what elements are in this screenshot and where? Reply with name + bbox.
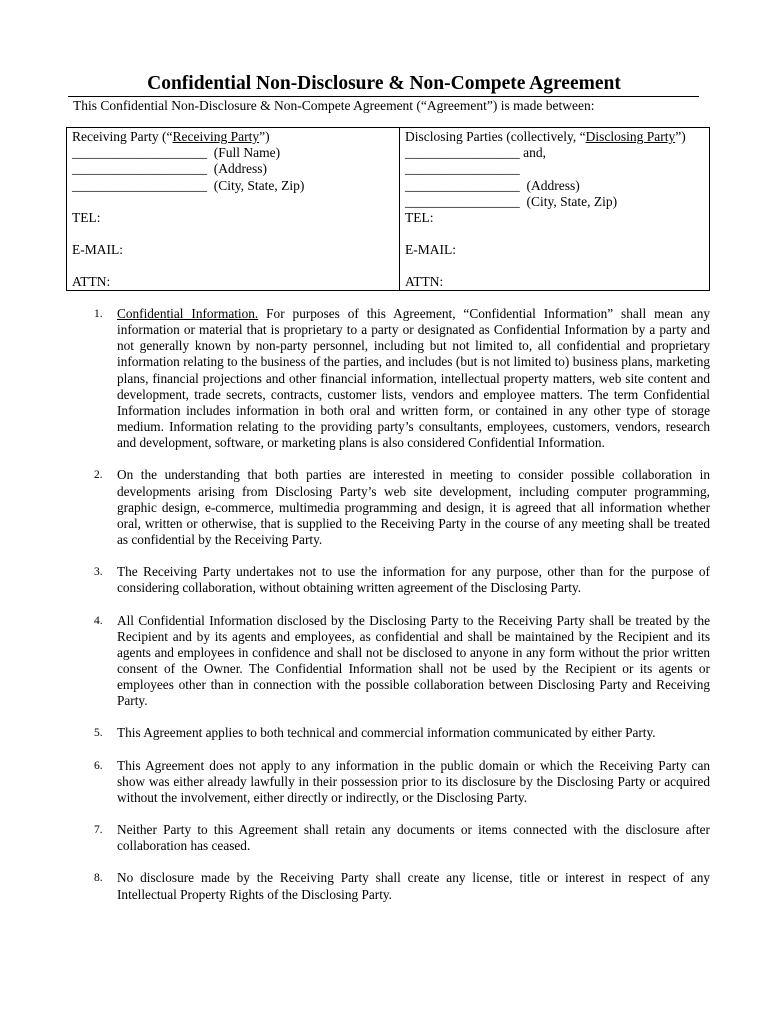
clause-number: 6. (94, 759, 103, 772)
clause-item (66, 725, 710, 741)
heading-suffix: ”) (675, 129, 686, 144)
clause-text: All Confidential Information disclosed by the Disclosing Party to the Receiving Party shall be treated by the Recipient and by its agents and employees, as confidential and shall be maintained by the Recipient and its agents and employees in confidence and shall not be disclosed to anyone in any form without the prior written consent of the Owner. The Confidential Information shall not be used by the Recipient or its agents or employees other than in connection with the possible collaboration between Disclosing Party and Receiving Party. (117, 612, 710, 709)
clause-number: 8. (94, 872, 103, 885)
city-state-zip-label: (City, State, Zip) (213, 177, 305, 193)
disclosing-parties-heading (405, 129, 709, 145)
heading-suffix: ”) (259, 129, 270, 144)
blank-line: _________________ (405, 193, 520, 209)
email-label: E-MAIL: (72, 241, 123, 257)
clause-number: 7. (94, 824, 103, 837)
blank-line: ____________________ (72, 177, 207, 193)
clause-heading: Confidential Information. (117, 306, 259, 321)
receiving-party-cell (67, 128, 400, 290)
and-label: and, (523, 145, 546, 161)
tel-label: TEL: (405, 209, 434, 225)
clause-number: 4. (94, 614, 103, 627)
disclosing-parties-cell (400, 128, 709, 290)
blank-line: ____________________ (72, 161, 207, 177)
address-field[interactable] (72, 161, 399, 177)
full-name-label: (Full Name) (213, 145, 281, 161)
blank-line: ____________________ (72, 145, 207, 161)
full-name-field[interactable] (72, 145, 399, 161)
clause-item (66, 564, 710, 596)
clause-text: Neither Party to this Agreement shall retain any documents or items connected with the disclosure after collaboration has ceased. (117, 822, 710, 854)
clause-text: The Receiving Party undertakes not to use the information for any purpose, other than for the purpose of considering collaboration, without obtaining written agreement of the Disclosing Party. (117, 564, 710, 596)
clause-item (66, 870, 710, 902)
receiving-party-heading (72, 129, 399, 145)
defined-term: Receiving Party (172, 129, 260, 144)
clause-text: On the understanding that both parties are interested in meeting to consider possible collaboration in developments arising from Disclosing Party’s web site development, including computer programming, graphic design, e-commerce, multimedia programming and design, it is agreed that all information whether oral, written or otherwise, that is supplied to the Receiving Party in the course of any meeting shall be treated as confidential by the Receiving Party. (117, 467, 710, 548)
blank-line: _________________ (405, 161, 520, 177)
blank-line: _________________ (405, 177, 520, 193)
agreement-intro: This Confidential Non-Disclosure & Non-Compete Agreement (“Agreement”) is made between: (73, 98, 595, 113)
blank-line: _________________ (405, 145, 520, 161)
clause-text: This Agreement applies to both technical and commercial information communicated by either Party. (117, 725, 656, 741)
party-details-table (66, 127, 710, 291)
clause-number: 2. (94, 469, 103, 482)
heading-prefix: Disclosing Parties (collectively, “ (405, 129, 586, 144)
tel-label: TEL: (72, 209, 101, 225)
city-state-zip-field[interactable] (405, 194, 709, 210)
address-label: (Address) (526, 177, 580, 193)
heading-prefix: Receiving Party (“ (72, 129, 173, 144)
email-label: E-MAIL: (405, 242, 456, 258)
city-state-zip-field[interactable] (72, 178, 399, 194)
disclosing-party-name-field-2[interactable] (405, 161, 709, 177)
clause-item (66, 467, 710, 548)
address-field[interactable] (405, 178, 709, 194)
disclosing-party-name-field-1[interactable] (405, 145, 709, 161)
clause-item (66, 758, 710, 806)
city-state-zip-label: (City, State, Zip) (526, 193, 618, 209)
clause-number: 3. (94, 566, 103, 579)
clause-number: 5. (94, 727, 103, 740)
clause-text: This Agreement does not apply to any information in the public domain or which the Receiving Party can show was either already lawfully in their possession prior to its disclosure by the Disclosing Party or acquired without the involvement, either directly or indirectly, or the Disclosing Party. (117, 757, 710, 805)
clause-number: 1. (94, 308, 103, 320)
defined-term: Disclosing Party (585, 129, 676, 144)
clause-list (66, 306, 710, 903)
attn-label: ATTN: (405, 274, 444, 290)
attn-label: ATTN: (72, 274, 111, 290)
document-title: Confidential Non-Disclosure & Non-Compete Agreement (147, 73, 621, 94)
clause-item (66, 613, 710, 710)
clause-body: For purposes of this Agreement, “Confidential Information” shall mean any information or material that is proprietary to a party or designated as Confidential Information by a party and not generally known by non-party personnel, including but not limited to, all confidential and proprietary information relating to the business of the parties, and includes (but is not limited to) business plans, marketing plans, financial projections and other financial information, intellectual property matters, web site content and development, trade secrets, contracts, customer lists, vendors and employee matters. The term Confidential Information includes information in both oral and written form, or contained in any other type of storage medium. Information relating to the providing party’s consultants, employees, customers, vendors, research and development, software, or marketing plans is also considered Confidential Information. (117, 306, 710, 451)
clause-item (66, 822, 710, 854)
clause-text (117, 306, 710, 451)
address-label: (Address) (213, 161, 267, 177)
clause-item (66, 306, 710, 451)
clause-text: No disclosure made by the Receiving Party shall create any license, title or interest in respect of any Intellectual Property Rights of the Disclosing Party. (117, 870, 710, 902)
